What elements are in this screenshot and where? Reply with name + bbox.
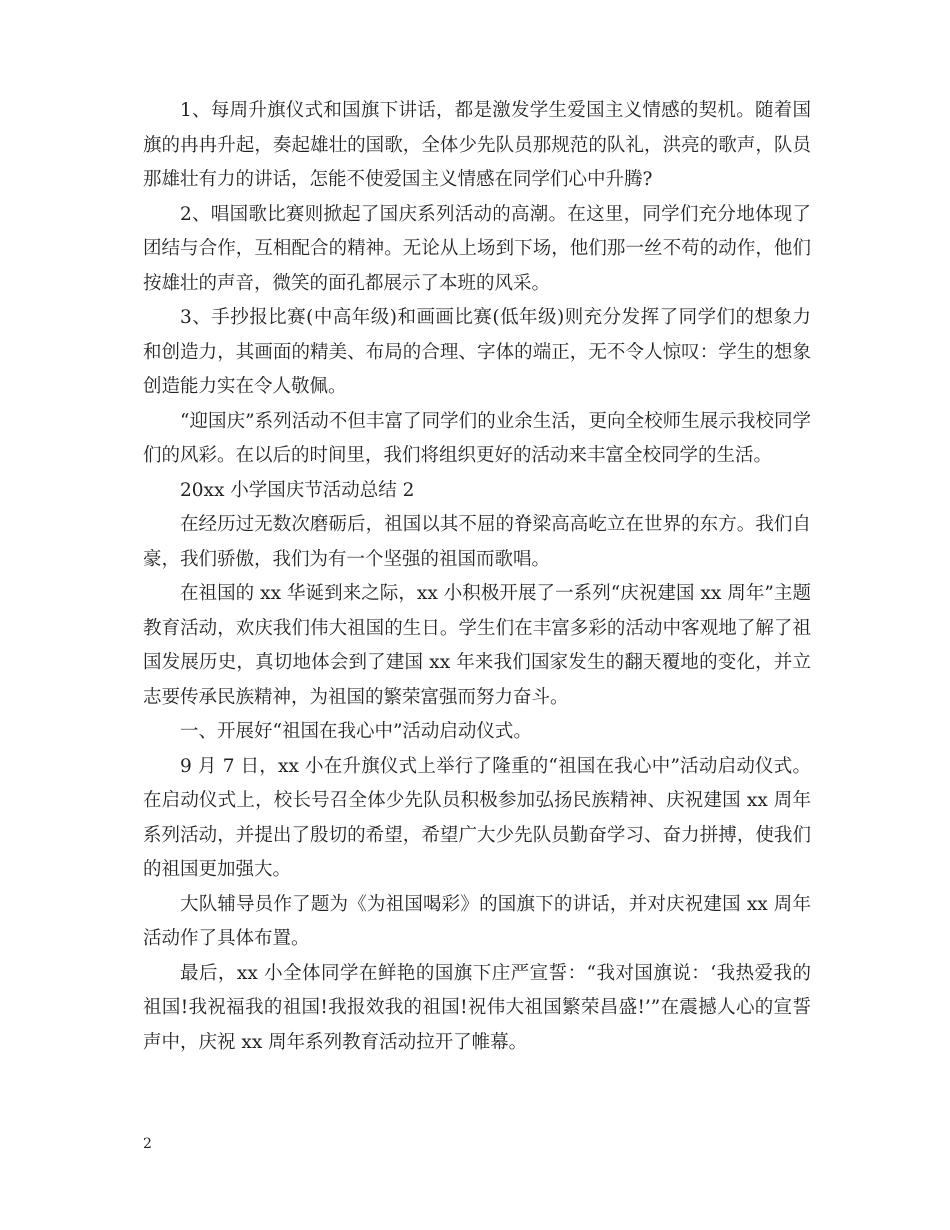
paragraph-6: 在祖国的 xx 华诞到来之际，xx 小积极开展了一系列“庆祝建国 xx 周年”主题教育活动，欢庆我们伟大祖国的生日。学生们在丰富多彩的活动中客观地了解了祖国发展历史，真切地体会到了建国 xx 年来我们国家发生的翻天覆地的变化，并立志要传承民族精神，为祖国的繁荣富强而努力奋斗。: [143, 583, 811, 708]
page-number: 2: [143, 1136, 152, 1152]
paragraph-2: 2、唱国歌比赛则掀起了国庆系列活动的高潮。在这里，同学们充分地体现了团结与合作，互相配合的精神。无论从上场到下场，他们那一丝不苟的动作，他们按雄壮的声音，微笑的面孔都展示了本班的风采。: [143, 203, 811, 294]
paragraph-4: “迎国庆”系列活动不但丰富了同学们的业余生活，更向全校师生展示我校同学们的风彩。在以后的时间里，我们将组织更好的活动来丰富全校同学的生活。: [143, 410, 811, 466]
document-body: [143, 94, 811, 1060]
paragraph-1: 1、每周升旗仪式和国旗下讲话，都是激发学生爱国主义情感的契机。随着国旗的冉冉升起，奏起雄壮的国歌，全体少先队员那规范的队礼，洪亮的歌声，队员那雄壮有力的讲话，怎能不使爱国主义情感在同学们心中升腾?: [143, 100, 811, 190]
paragraph-8: 大队辅导员作了题为《为祖国喝彩》的国旗下的讲话，并对庆祝建国 xx 周年活动作了具体布置。: [143, 893, 811, 949]
paragraph-3: 3、手抄报比赛(中高年级)和画画比赛(低年级)则充分发挥了同学们的想象力和创造力，其画面的精美、布局的合理、字体的端正，无不令人惊叹：学生的想象创造能力实在令人敬佩。: [143, 307, 811, 397]
paragraph-7: 9 月 7 日，xx 小在升旗仪式上举行了隆重的“祖国在我心中”活动启动仪式。在启动仪式上，校长号召全体少先队员积极参加弘扬民族精神、庆祝建国 xx 周年系列活动，并提出了殷切的希望，希望广大少先队员勤奋学习、奋力拼搏，使我们的祖国更加强大。: [143, 755, 811, 880]
paragraph-9: 最后，xx 小全体同学在鲜艳的国旗下庄严宣誓：“我对国旗说：‘我热爱我的祖国!我祝福我的祖国!我报效我的祖国!祝伟大祖国繁荣昌盛!’”在震撼人心的宣誓声中，庆祝 xx 周年系列教育活动拉开了帷幕。: [143, 962, 811, 1053]
paragraph-5: 在经历过无数次磨砺后，祖国以其不屈的脊梁高高屹立在世界的东方。我们自豪，我们骄傲，我们为有一个坚强的祖国而歌唱。: [143, 514, 811, 570]
section-heading: 20xx 小学国庆节活动总结 2: [180, 479, 415, 501]
subheading-1: 一、开展好“祖国在我心中”活动启动仪式。: [180, 721, 532, 742]
